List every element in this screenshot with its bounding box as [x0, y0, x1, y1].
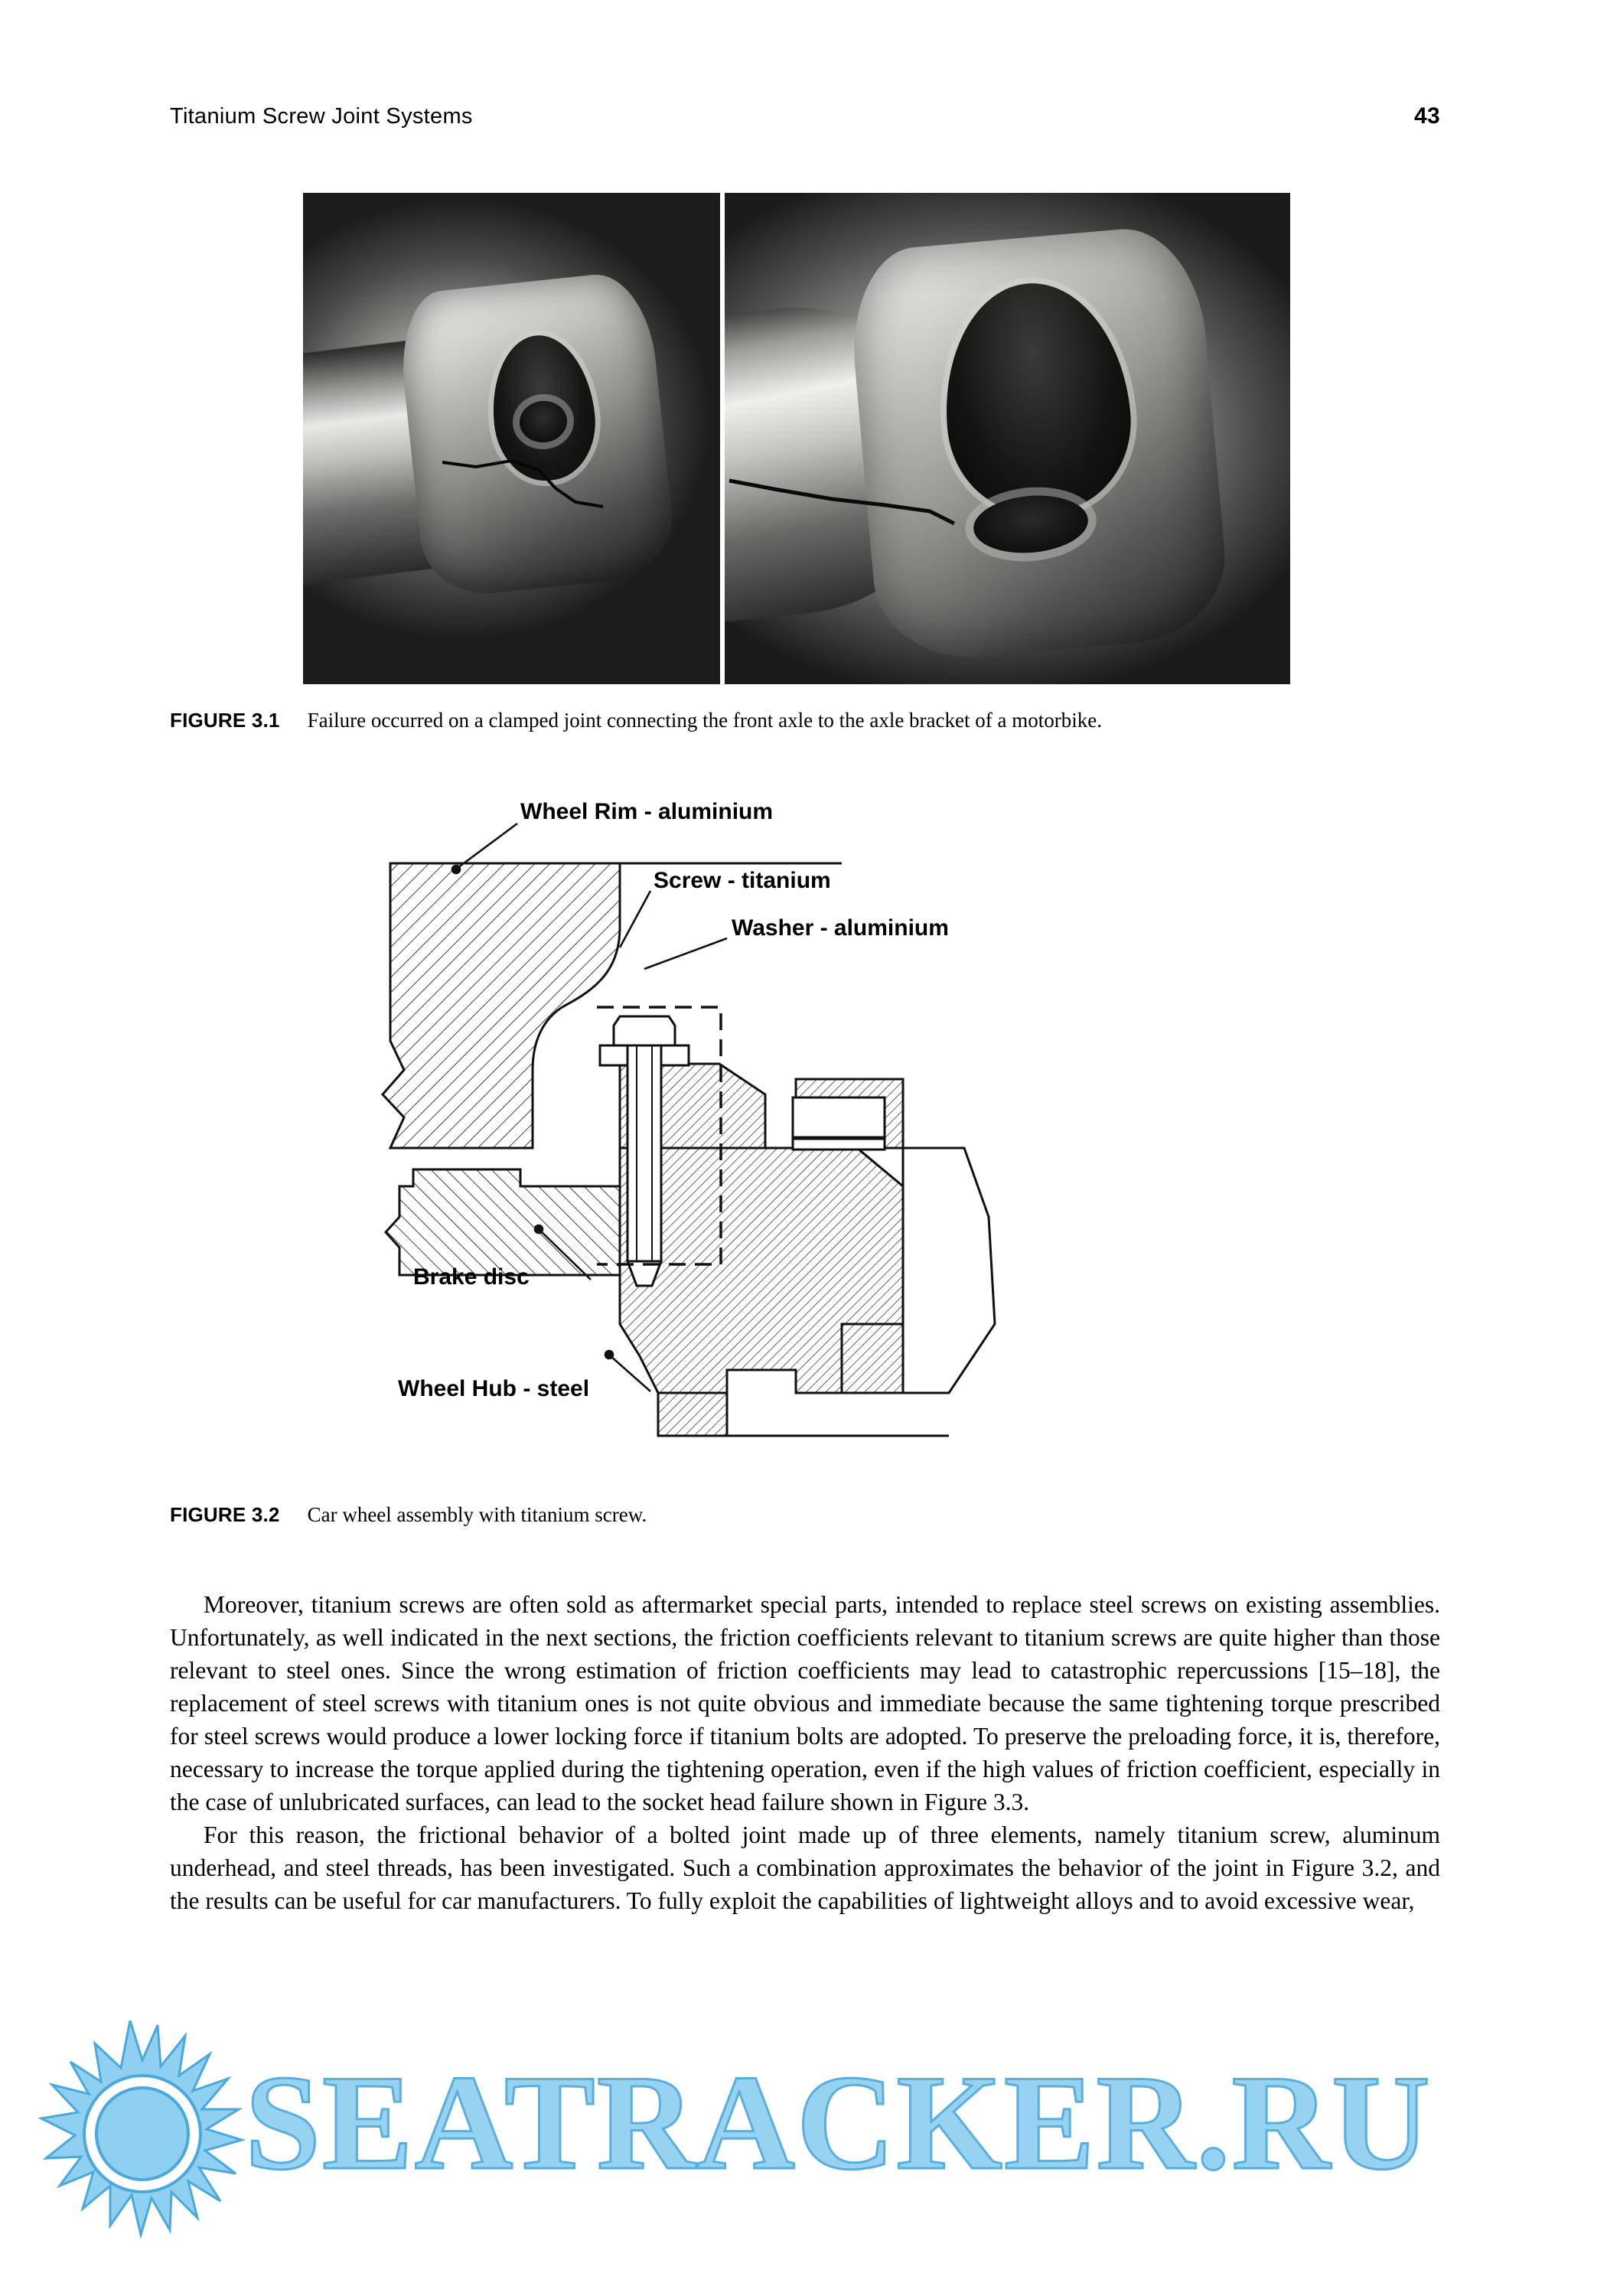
figure-3-2-caption: [170, 1502, 1463, 1528]
figure-3-2-label: FIGURE 3.2: [170, 1503, 280, 1526]
sun-logo-icon: [15, 2020, 444, 2273]
wheel-hub-section: [620, 1064, 995, 1436]
figure-3-1-panel-left: [303, 193, 720, 684]
figure-3-2-image: [367, 788, 1301, 1481]
figure-3-2-caption-text: Car wheel assembly with titanium screw.: [307, 1503, 647, 1526]
label-washer: Washer - aluminium: [732, 915, 949, 941]
figure-3-1-caption-text: Failure occurred on a clamped joint connecting the front axle to the axle bracket of a motorbike.: [307, 709, 1102, 732]
figure-3-1-caption: [170, 708, 1463, 734]
page-number: 43: [1414, 103, 1440, 129]
label-wheel-hub: Wheel Hub - steel: [398, 1376, 590, 1401]
watermark-text: SEATRACKER.RU: [245, 2047, 1432, 2198]
label-screw: Screw - titanium: [654, 868, 831, 893]
running-head-title: Titanium Screw Joint Systems: [170, 104, 473, 129]
brake-disc-section: [386, 1169, 620, 1275]
figure-3-1-panel-right: [725, 193, 1290, 684]
paragraph: For this reason, the frictional behavior of a bolted joint made up of three elements, namely titanium screw, aluminum underhead, and steel threads, has been investigated. Such a combination approximates the behavior of the joint in Figure 3.2, and the results can be useful for car manufacturers. To fully exploit the capabilities of lightweight alloys and to avoid excessive wear,: [170, 1821, 1440, 1914]
figure-3-1-label: FIGURE 3.1: [170, 709, 280, 732]
watermark: [15, 2020, 1592, 2273]
body-text: [170, 1588, 1440, 1917]
running-head: [170, 103, 1440, 129]
paragraph: Moreover, titanium screws are often sold as aftermarket special parts, intended to replace steel screws on existing assemblies. Unfortunately, as well indicated in the next sections, the friction coefficients relevant to titanium screws are quite higher than those relevant to steel ones. Since the wrong estimation of friction coefficients may lead to catastrophic repercussions [15–18], the replacement of steel screws with titanium ones is not quite obvious and immediate because the same tightening torque prescribed for steel screws would produce a lower locking force if titanium bolts are adopted. To preserve the preloading force, it is, therefore, necessary to increase the torque applied during the tightening operation, even if the high values of friction coefficient, especially in the case of unlubricated surfaces, can lead to the socket head failure shown in Figure 3.3.: [170, 1591, 1440, 1815]
figure-3-1-image: [303, 193, 1290, 684]
wheel-rim-section: [383, 863, 842, 1148]
label-wheel-rim: Wheel Rim - aluminium: [520, 799, 774, 824]
label-brake-disc: Brake disc: [413, 1264, 530, 1290]
crack-line: [725, 468, 1290, 576]
